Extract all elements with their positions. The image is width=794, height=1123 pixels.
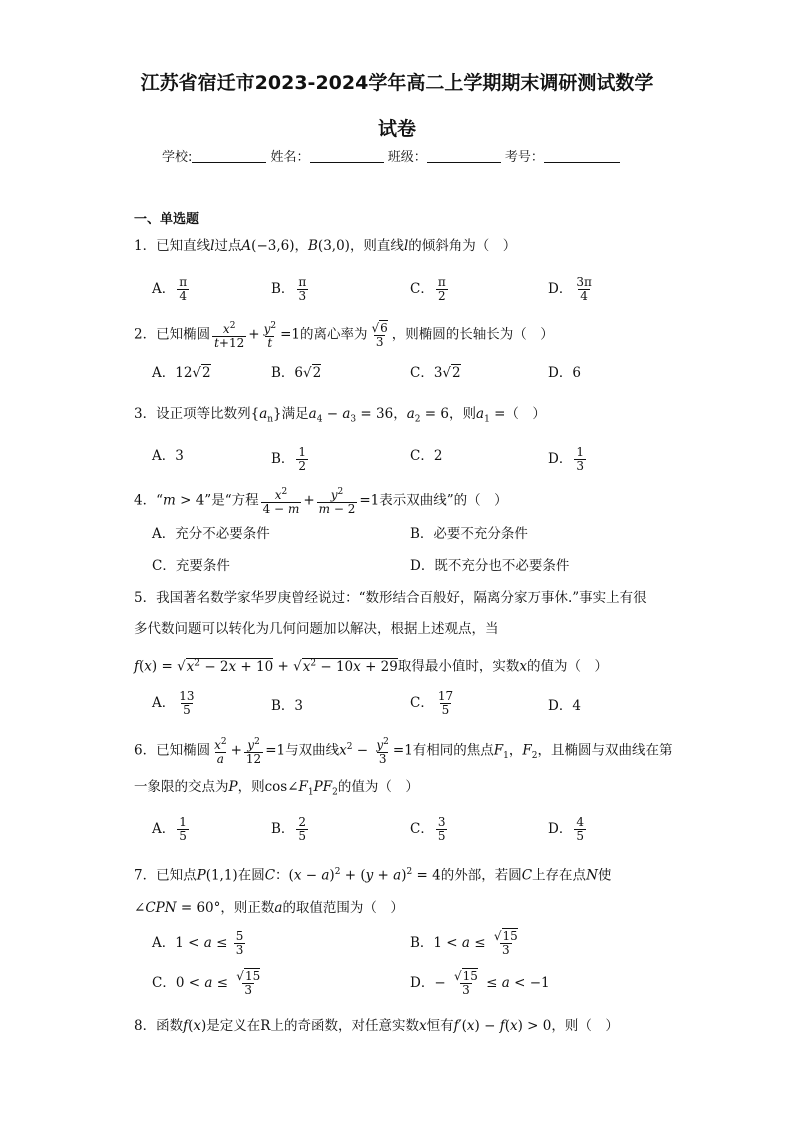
- paper-title-line2: 试卷: [377, 118, 416, 140]
- question-4: 4．“m > 4”是“方程 $\frac{x^2}{4 - m}$ + $\frac{y^2}{m - 2}$ =1表示双曲线”的（ ）: [134, 487, 508, 516]
- q4-option-d[interactable]: D．既不充分也不必要条件: [410, 558, 570, 574]
- q5-option-d[interactable]: D．4: [548, 698, 581, 714]
- class-label: 班级：: [387, 150, 427, 165]
- q2-option-d[interactable]: D．6: [548, 365, 581, 381]
- q1-option-b[interactable]: B． $\frac{\pi}{3}$: [271, 275, 307, 303]
- paper-title: 江苏省宿迁市2023-2024学年高二上学期期末调研测试数学: [140, 72, 654, 94]
- q6-option-a[interactable]: A． $\frac{1}{5}$: [152, 815, 187, 843]
- q3-option-c[interactable]: C．2: [410, 448, 443, 464]
- q6-option-b[interactable]: B． $\frac{2}{5}$: [271, 815, 307, 843]
- question-3: 3．设正项等比数列$\{a_n\}$满足$a_4 - a_3 = 36$，$a_2 = 6$，则$a_1$ =（ ）: [134, 406, 546, 425]
- q4-option-b[interactable]: B．必要不充分条件: [410, 526, 528, 542]
- question-2: 2．已知椭圆 $\frac{x^2}{t+12}$ + $\frac{y^2}{t}$ =1的离心率为 $\frac{√6}{3}$ ，则椭圆的长轴长为（ ）: [134, 320, 554, 350]
- school-label: 学校:: [162, 150, 193, 165]
- q1-option-d[interactable]: D． $\frac{3\pi}{4}$: [548, 275, 592, 303]
- q4-option-c[interactable]: C．充要条件: [152, 558, 230, 574]
- question-1: 1．已知直线l过点A(−3,6)，B(3,0)，则直线l的倾斜角为（ ）: [134, 238, 517, 254]
- question-8: 8．函数f(x)是定义在R上的奇函数，对任意实数x恒有f′(x) − f(x) > 0，则（ ）: [134, 1018, 619, 1034]
- q5-option-a[interactable]: A． $\frac{13}{5}$: [152, 689, 195, 717]
- name-blank[interactable]: [310, 149, 384, 163]
- question-5-line1: 5．我国著名数学家华罗庚曾经说过：“数形结合百般好，隔离分家万事休.”事实上有很: [134, 590, 647, 606]
- student-info-row: [162, 146, 620, 165]
- school-blank[interactable]: [192, 149, 266, 163]
- exam-no-label: 考号：: [504, 150, 544, 165]
- q3-option-b[interactable]: B． $\frac{1}{2}$: [271, 445, 307, 473]
- q5-option-c[interactable]: C． $\frac{17}{5}$: [410, 689, 454, 717]
- question-7-line1: 7．已知点P(1,1)在圆C：$(x - a)^2 + (y + a)^2 = 4$的外部，若圆C上存在点N使: [134, 867, 612, 884]
- q7-option-d[interactable]: D．− $\frac{√15}{3}$ ≤ a < −1: [410, 969, 550, 997]
- q1-option-c[interactable]: C． $\frac{\pi}{2}$: [410, 275, 446, 303]
- question-6-line1: 6．已知椭圆 $\frac{x^2}{a}$ + $\frac{y^2}{12}$ =1与双曲线$x^2$ − $\frac{y^2}{3}$ =1有相同的焦点$F_1$，$F_2$，且椭圆与双曲线在第: [134, 737, 673, 766]
- section-heading: 一、单选题: [134, 212, 200, 227]
- question-6-line2: 一象限的交点为P，则$\cos\angle F_1PF_2$的值为（ ）: [134, 779, 419, 798]
- question-5-line3: $f(x) = √x^2 - 2x + 10 + √x^2 - 10x + 29$取得最小值时，实数x的值为（ ）: [134, 658, 608, 675]
- exam-no-blank[interactable]: [544, 149, 620, 163]
- name-label: 姓名：: [270, 150, 310, 165]
- question-7-line2: ∠CPN = 60°，则正数a的取值范围为（ ）: [134, 900, 404, 916]
- q4-option-a[interactable]: A．充分不必要条件: [152, 526, 270, 542]
- q7-option-c[interactable]: C．0 < a ≤ $\frac{√15}{3}$: [152, 969, 261, 997]
- q6-option-d[interactable]: D． $\frac{4}{5}$: [548, 815, 584, 843]
- q7-option-b[interactable]: B．1 < a ≤ $\frac{√15}{3}$: [410, 929, 518, 957]
- q5-option-b[interactable]: B．3: [271, 698, 304, 714]
- q7-option-a[interactable]: A．1 < a ≤ $\frac{5}{3}$: [152, 929, 244, 957]
- q3-option-d[interactable]: D． $\frac{1}{3}$: [548, 445, 584, 473]
- class-blank[interactable]: [427, 149, 501, 163]
- q2-option-b[interactable]: B．6√2: [271, 365, 322, 381]
- q6-option-c[interactable]: C． $\frac{3}{5}$: [410, 815, 446, 843]
- question-5-line2: 多代数问题可以转化为几何问题加以解决，根据上述观点，当: [134, 621, 499, 637]
- q2-option-c[interactable]: C．3√2: [410, 365, 461, 381]
- q3-option-a[interactable]: A．3: [152, 448, 184, 464]
- q2-option-a[interactable]: A．12√2: [152, 365, 211, 381]
- q1-option-a[interactable]: A． $\frac{\pi}{4}$: [152, 275, 188, 303]
